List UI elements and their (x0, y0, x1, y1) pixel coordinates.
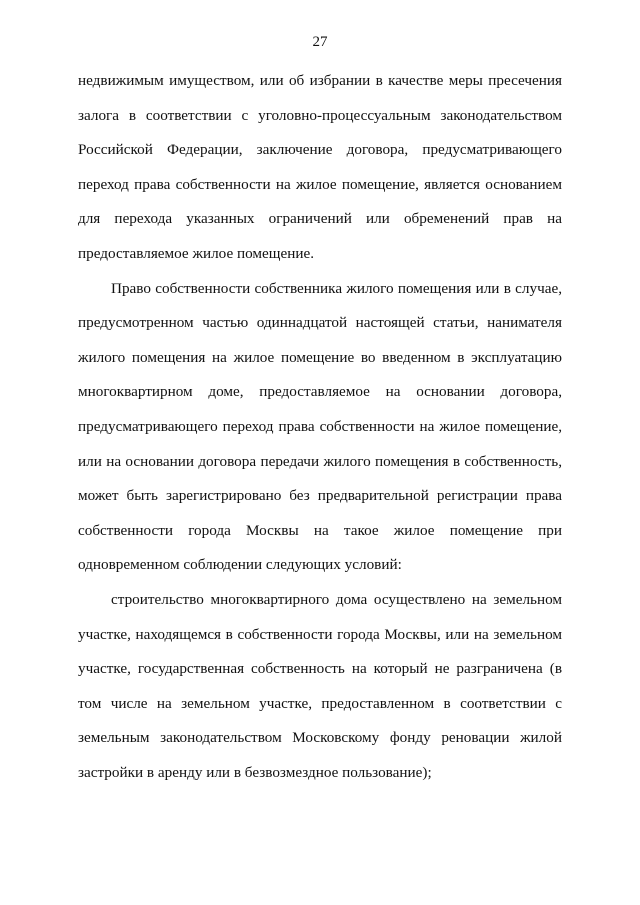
paragraph-continuation: недвижимым имуществом, или об избрании в качестве меры пресечения залога в соответствии с уголовно-процессуальным законодательством Российской Федерации, заключение договора, предусматривающего переход права собственности на жилое помещение, является основанием для перехода указанных ограничений или обременений прав на предоставляемое жилое помещение. (78, 72, 562, 262)
document-body (78, 64, 562, 790)
paragraph-construction-condition: строительство многоквартирного дома осуществлено на земельном участке, находящемся в собственности города Москвы, или на земельном участке, государственная собственность на который не разграничена (в том числе на земельном участке, предоставленном в соответствии с земельным законодательством Московскому фонду реновации жилой застройки в аренду или в безвозмездное пользование); (78, 590, 562, 781)
page-number: 27 (312, 34, 328, 50)
paragraph-ownership-rights: Право собственности собственника жилого помещения или в случае, предусмотренном частью одиннадцатой настоящей статьи, нанимателя жилого помещения на жилое помещение во введенном в эксплуатацию многоквартирном доме, предоставляемое на основании договора, предусматривающего переход права собственности на жилое помещение, или на основании договора передачи жилого помещения в собственность, может быть зарегистрировано без предварительной регистрации права собственности города Москвы на такое жилое помещение при одновременном соблюдении следующих условий: (78, 279, 562, 574)
